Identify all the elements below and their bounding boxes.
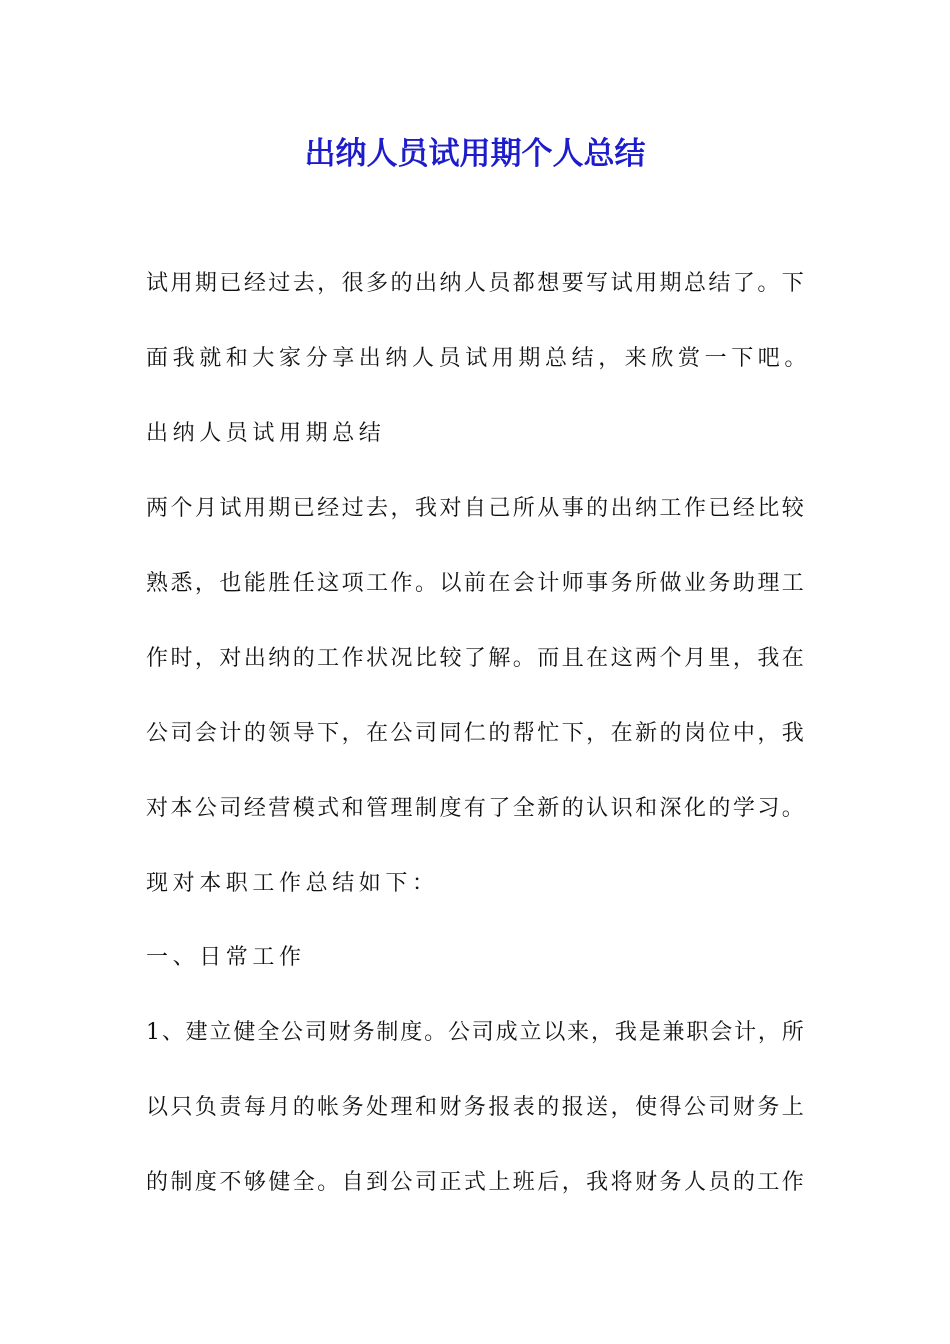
paragraph-line: 作 时 ， 对 出 纳 的 工 作 状 况 比 较 了 解 。 而 且 在 这 两 个 月 里 ， 我 在 (146, 646, 804, 671)
paragraph-line: 面我就和大家分享出纳人员试用期总结，来欣赏一下吧。 (146, 346, 812, 371)
paragraph-line: 现对本职工作总结如下： (146, 871, 439, 896)
document-title: 出纳人员试用期个人总结 (304, 136, 646, 172)
paragraph-line: 试 用 期 已 经 过 去 ， 很 多 的 出 纳 人 员 都 想 要 写 试 用 期 总 结 了 。 下 (146, 271, 804, 296)
paragraph-line: 对 本 公 司 经 营 模 式 和 管 理 制 度 有 了 全 新 的 认 识 和 深 化 的 学 习 。 (146, 796, 804, 821)
paragraph-line: 1 、 建 立 健 全 公 司 财 务 制 度 。 公 司 成 立 以 来 ， 我 是 兼 职 会 计 ， 所 (146, 1020, 804, 1045)
section-heading: 一、日常工作 (146, 945, 306, 970)
paragraph-line: 两 个 月 试 用 期 已 经 过 去 ， 我 对 自 己 所 从 事 的 出 纳 工 作 已 经 比 较 (146, 496, 804, 521)
paragraph-line: 熟 悉 ， 也 能 胜 任 这 项 工 作 。 以 前 在 会 计 师 事 务 所 做 业 务 助 理 工 (146, 571, 804, 596)
paragraph-line: 公 司 会 计 的 领 导 下 ， 在 公 司 同 仁 的 帮 忙 下 ， 在 新 的 岗 位 中 ， 我 (146, 721, 804, 746)
section-heading: 出纳人员试用期总结 (146, 421, 386, 446)
paragraph-line: 以 只 负 责 每 月 的 帐 务 处 理 和 财 务 报 表 的 报 送 ， 使 得 公 司 财 务 上 (146, 1095, 804, 1120)
paragraph-line: 的 制 度 不 够 健 全 。 自 到 公 司 正 式 上 班 后 ， 我 将 财 务 人 员 的 工 作 (146, 1170, 804, 1195)
